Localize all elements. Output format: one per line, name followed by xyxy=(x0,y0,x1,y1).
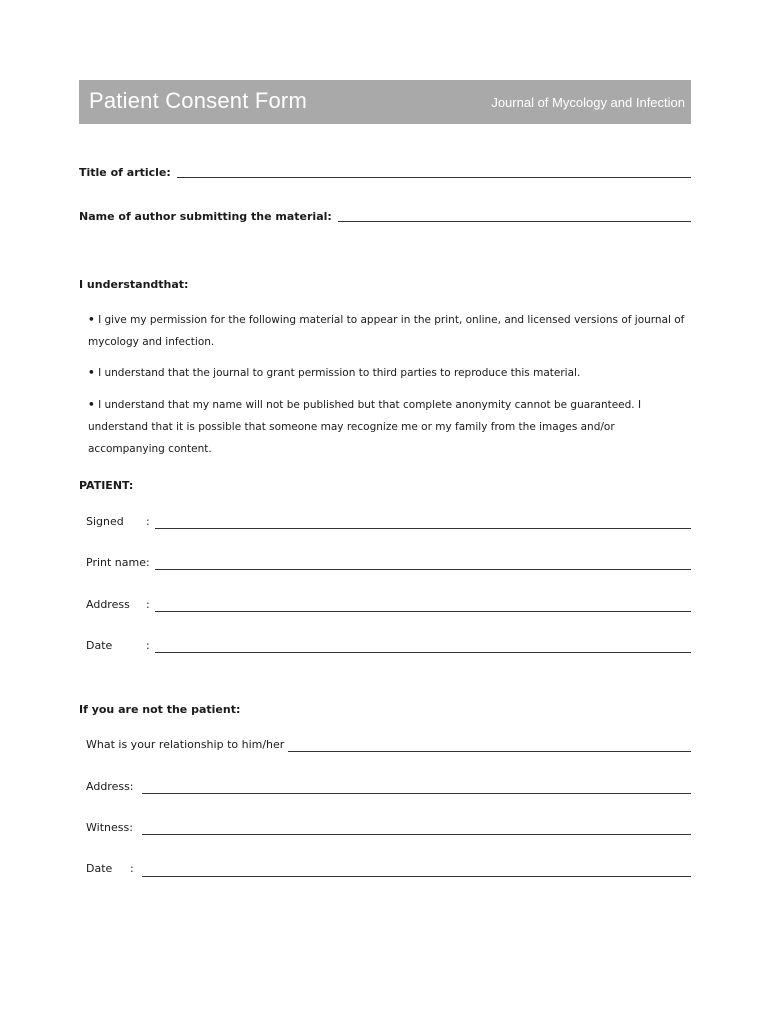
consent-bullet-1 xyxy=(88,309,692,353)
title-of-article-field[interactable] xyxy=(79,166,691,179)
bullet-text: I understand that my name will not be published but that complete anonymity cannot be guaranteed. I understand that it is possible that someone may recognize me or my family from the images and/or accompanying content. xyxy=(88,399,642,455)
other-date-line[interactable] xyxy=(142,876,691,877)
signed-label: Signed xyxy=(86,515,124,528)
witness-label: Witness: xyxy=(86,821,133,834)
relationship-label: What is your relationship to him/her xyxy=(86,738,285,751)
author-name-line[interactable] xyxy=(338,220,691,222)
understand-heading: I understandthat: xyxy=(79,278,189,291)
signed-colon: : xyxy=(146,515,150,528)
patient-address-label: Address xyxy=(86,598,130,611)
other-date-label: Date xyxy=(86,862,113,875)
relationship-line[interactable] xyxy=(288,751,691,752)
patient-address-colon: : xyxy=(146,598,150,611)
patient-date-line[interactable] xyxy=(155,652,691,653)
author-name-label: Name of author submitting the material: xyxy=(79,210,332,223)
title-of-article-line[interactable] xyxy=(177,176,691,178)
print-name-label: Print name: xyxy=(86,556,150,569)
journal-name: Journal of Mycology and Infection xyxy=(491,95,685,110)
patient-address-line[interactable] xyxy=(155,611,691,612)
other-date-colon: : xyxy=(130,862,134,875)
author-name-field[interactable] xyxy=(79,210,691,223)
print-name-line[interactable] xyxy=(155,569,691,570)
patient-heading: PATIENT: xyxy=(79,479,134,492)
bullet-text: I understand that the journal to grant permission to third parties to reproduce this material. xyxy=(98,367,581,379)
consent-bullet-3 xyxy=(88,394,692,460)
form-title: Patient Consent Form xyxy=(89,88,307,113)
patient-date-label: Date xyxy=(86,639,113,652)
bullet-text: I give my permission for the following material to appear in the print, online, and licensed versions of journal of mycology and infection. xyxy=(88,314,685,348)
other-address-line[interactable] xyxy=(142,793,691,794)
bullet-mark: • xyxy=(88,314,95,326)
consent-bullet-2 xyxy=(88,362,692,384)
bullet-mark: • xyxy=(88,399,95,411)
signed-line[interactable] xyxy=(155,528,691,529)
bullet-mark: • xyxy=(88,367,95,379)
other-address-label: Address: xyxy=(86,780,134,793)
witness-line[interactable] xyxy=(142,834,691,835)
form-header xyxy=(79,80,691,124)
not-patient-heading: If you are not the patient: xyxy=(79,703,241,716)
patient-date-colon: : xyxy=(146,639,150,652)
title-of-article-label: Title of article: xyxy=(79,166,171,179)
